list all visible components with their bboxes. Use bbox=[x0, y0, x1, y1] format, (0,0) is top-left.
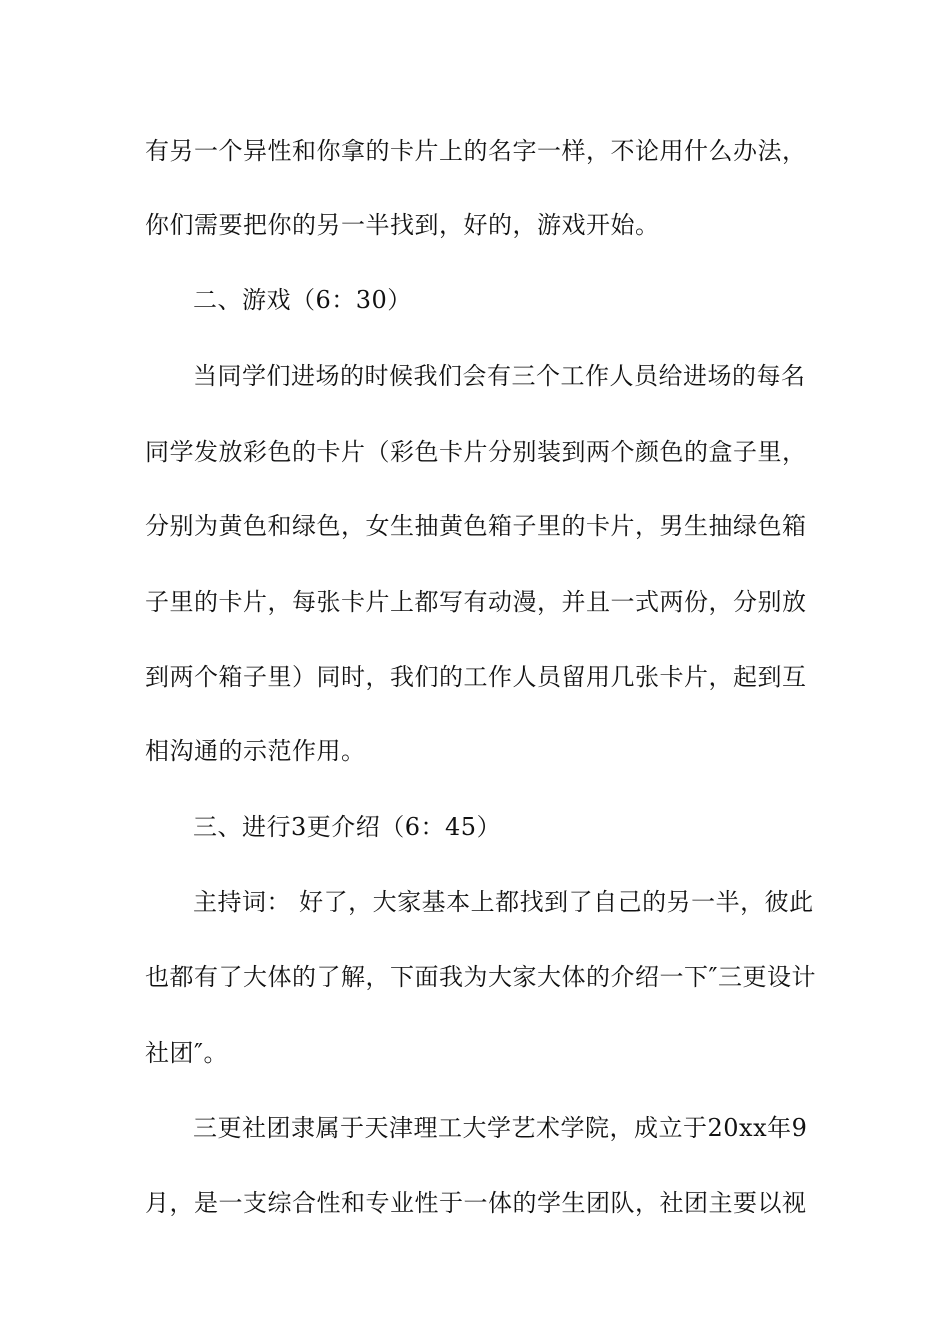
paragraph-first-line: 三更社团隶属于天津理工大学艺术学院，成立于20xx年9 bbox=[193, 1114, 808, 1142]
text-line: 月，是一支综合性和专业性于一体的学生团队，社团主要以视 bbox=[145, 1189, 807, 1217]
text-line: 同学发放彩色的卡片（彩色卡片分别装到两个颜色的盒子里， bbox=[145, 438, 807, 466]
section-heading: 二、游戏（6：30） bbox=[193, 286, 412, 314]
text-line: 到两个箱子里）同时，我们的工作人员留用几张卡片，起到互 bbox=[145, 663, 807, 691]
text-line: 有另一个异性和你拿的卡片上的名字一样，不论用什么办法， bbox=[145, 137, 807, 165]
paragraph-first-line: 当同学们进场的时候我们会有三个工作人员给进场的每名 bbox=[193, 362, 806, 390]
text-line: 社团″。 bbox=[145, 1039, 228, 1067]
text-line: 子里的卡片，每张卡片上都写有动漫，并且一式两份，分别放 bbox=[145, 588, 807, 616]
text-line: 你们需要把你的另一半找到，好的，游戏开始。 bbox=[145, 211, 660, 239]
text-line: 相沟通的示范作用。 bbox=[145, 737, 366, 765]
text-line: 分别为黄色和绿色，女生抽黄色箱子里的卡片，男生抽绿色箱 bbox=[145, 512, 807, 540]
section-heading: 三、进行3更介绍（6：45） bbox=[193, 813, 502, 841]
paragraph-first-line: 主持词： 好了，大家基本上都找到了自己的另一半，彼此 bbox=[193, 888, 814, 916]
text-line: 也都有了大体的了解，下面我为大家大体的介绍一下″三更设计 bbox=[145, 963, 816, 991]
